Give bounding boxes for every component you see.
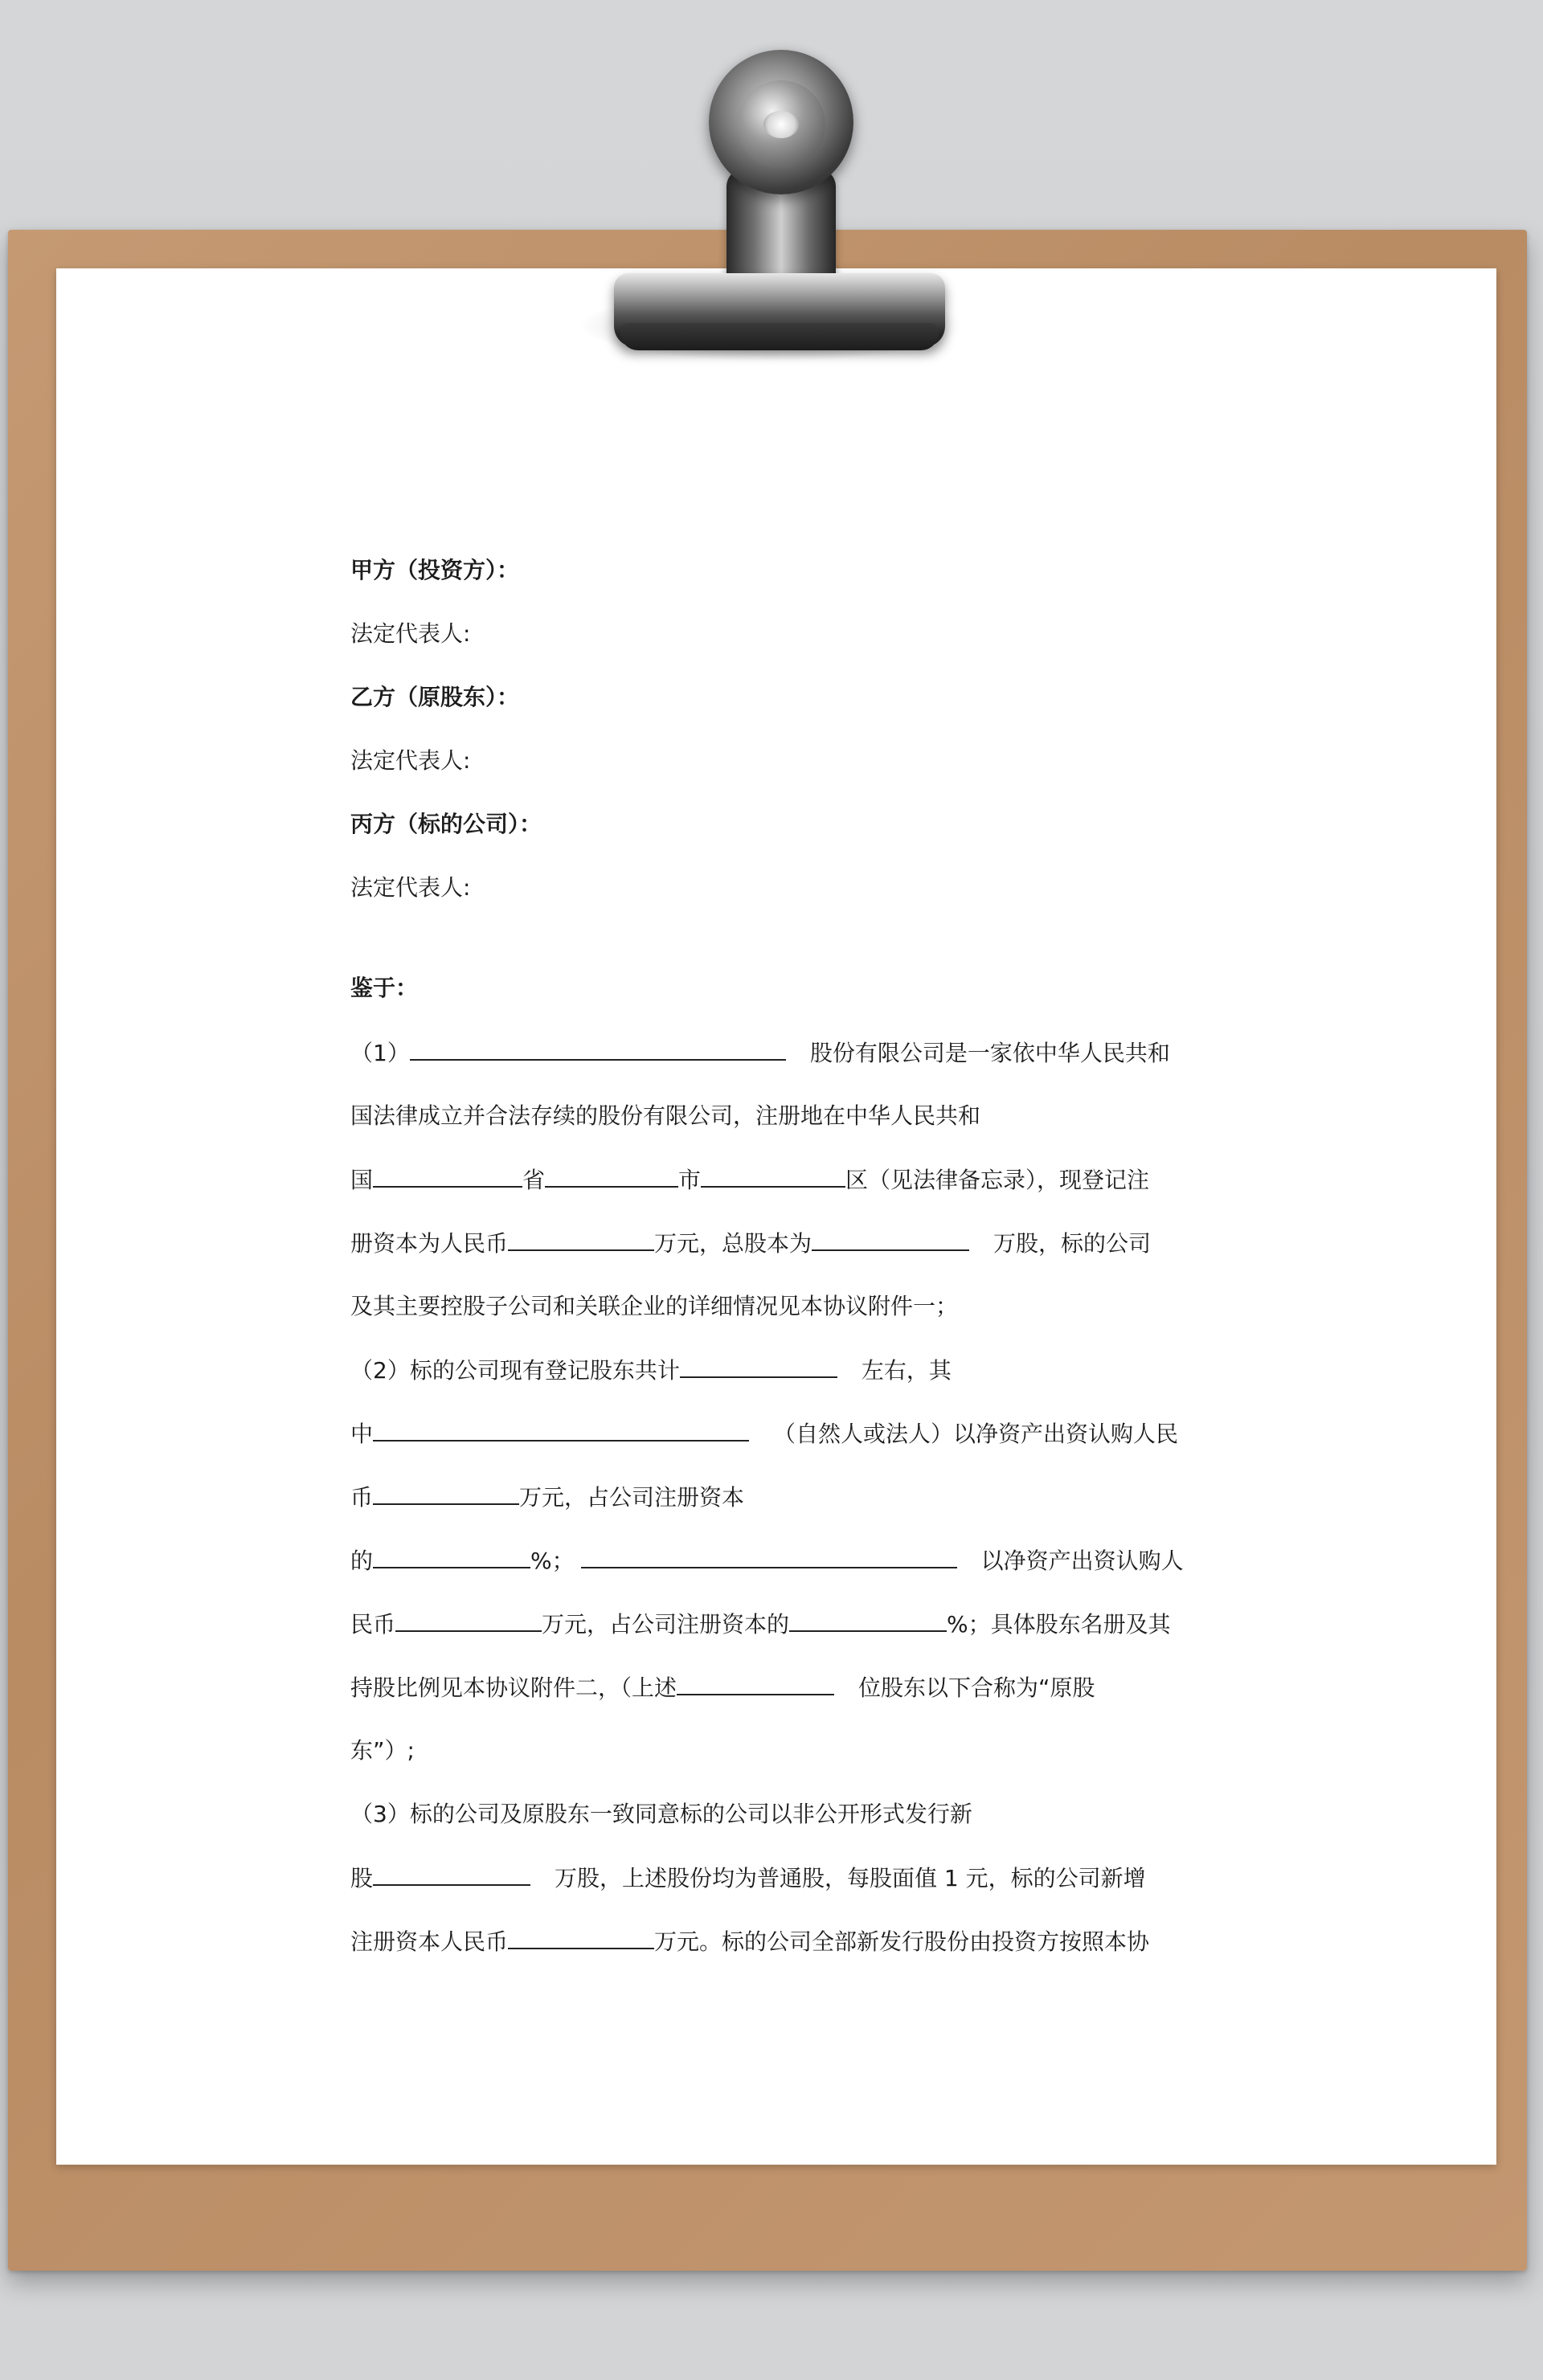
text-segment: 省 (522, 1167, 546, 1193)
total-shares-blank[interactable] (812, 1227, 969, 1251)
clause-1-line-5: 及其主要控股子公司和关联企业的详细情况见本协议附件一； (350, 1293, 959, 1319)
shareholder-count-blank[interactable] (680, 1354, 837, 1378)
text-segment: 位股东以下合称为“原股 (858, 1675, 1095, 1701)
party-c-label: 丙方（标的公司）： (350, 811, 542, 837)
text-segment: 股份有限公司是一家依中华人民共和 (809, 1040, 1170, 1066)
text-segment: %； (530, 1548, 575, 1574)
registered-capital-blank[interactable] (508, 1227, 654, 1251)
clause-2-line-2 (350, 1417, 1178, 1450)
text-segment: 中 (350, 1421, 374, 1447)
text-segment: 币 (350, 1484, 374, 1511)
text-segment: 万股，上述股份均为普通股，每股面值 1 元，标的公司新增 (555, 1865, 1146, 1891)
text-segment: 持股比例见本协议附件二，（上述 (350, 1675, 677, 1701)
text-segment: 以净资产出资认购人 (980, 1548, 1184, 1574)
second-shareholder-blank[interactable] (581, 1544, 957, 1568)
new-capital-blank[interactable] (508, 1925, 654, 1949)
clause-1-line-2: 国法律成立并合法存续的股份有限公司，注册地在中华人民共和 (350, 1102, 981, 1129)
text-segment: 万元，占公司注册资本 (519, 1484, 745, 1511)
clause-3-line-3 (350, 1925, 1149, 1957)
province-blank[interactable] (373, 1163, 522, 1188)
text-segment: 的 (350, 1548, 374, 1574)
text-segment: 民币 (350, 1611, 396, 1638)
percentage-blank[interactable] (373, 1544, 530, 1568)
clip-hole (763, 111, 799, 138)
shareholder-name-blank[interactable] (373, 1417, 749, 1441)
party-b-label: 乙方（原股东）： (350, 684, 520, 710)
clause-3-line-1: （3）标的公司及原股东一致同意标的公司以非公开形式发行新 (350, 1801, 972, 1827)
second-subscription-blank[interactable] (395, 1608, 542, 1632)
clause-2-line-6 (350, 1671, 1095, 1703)
text-segment: 册资本为人民币 (350, 1230, 509, 1257)
text-segment: （自然人或法人）以净资产出资认购人民 (773, 1421, 1179, 1447)
original-shareholders-count-blank[interactable] (677, 1671, 834, 1695)
clause-2-line-1 (350, 1354, 952, 1386)
whereas-heading: 鉴于： (350, 975, 419, 1001)
text-segment: 区（见法律备忘录），现登记注 (845, 1167, 1150, 1193)
text-segment: 万元，占公司注册资本的 (542, 1611, 790, 1638)
text-segment: 股 (350, 1865, 374, 1891)
clause-2-line-7: 东”）; (350, 1737, 415, 1764)
party-a-representative: 法定代表人: (350, 620, 471, 647)
company-name-blank[interactable] (410, 1037, 786, 1061)
clause-3-line-2 (350, 1862, 1146, 1894)
clause-2-line-5 (350, 1608, 1171, 1640)
subscription-amount-blank[interactable] (373, 1481, 519, 1505)
text-segment: 市 (678, 1167, 702, 1193)
clause-1-line-3 (350, 1163, 1149, 1196)
clause-number: （1） (350, 1040, 410, 1066)
city-blank[interactable] (545, 1163, 678, 1188)
text-segment: 国 (350, 1167, 374, 1193)
clause-1-line-4 (350, 1227, 1151, 1259)
text-segment: 万元，总股本为 (654, 1230, 812, 1257)
text-segment: %；具体股东名册及其 (947, 1611, 1171, 1638)
text-segment: 万元。标的公司全部新发行股份由投资方按照本协 (654, 1928, 1150, 1955)
district-blank[interactable] (701, 1163, 845, 1188)
party-b-representative: 法定代表人: (350, 747, 471, 774)
clip-plate-lip (620, 323, 939, 350)
party-c-representative: 法定代表人: (350, 874, 471, 901)
clause-2-line-3 (350, 1481, 744, 1513)
clause-1-line-1 (350, 1037, 1170, 1069)
text-segment: 万股，标的公司 (993, 1230, 1152, 1257)
new-shares-blank[interactable] (373, 1862, 530, 1886)
clause-2-line-4 (350, 1544, 1184, 1576)
text-segment: 左右，其 (861, 1357, 952, 1384)
party-a-label: 甲方（投资方）： (350, 557, 520, 583)
text-segment: 注册资本人民币 (350, 1928, 509, 1955)
second-percentage-blank[interactable] (789, 1608, 947, 1632)
text-segment: （2）标的公司现有登记股东共计 (350, 1357, 680, 1384)
